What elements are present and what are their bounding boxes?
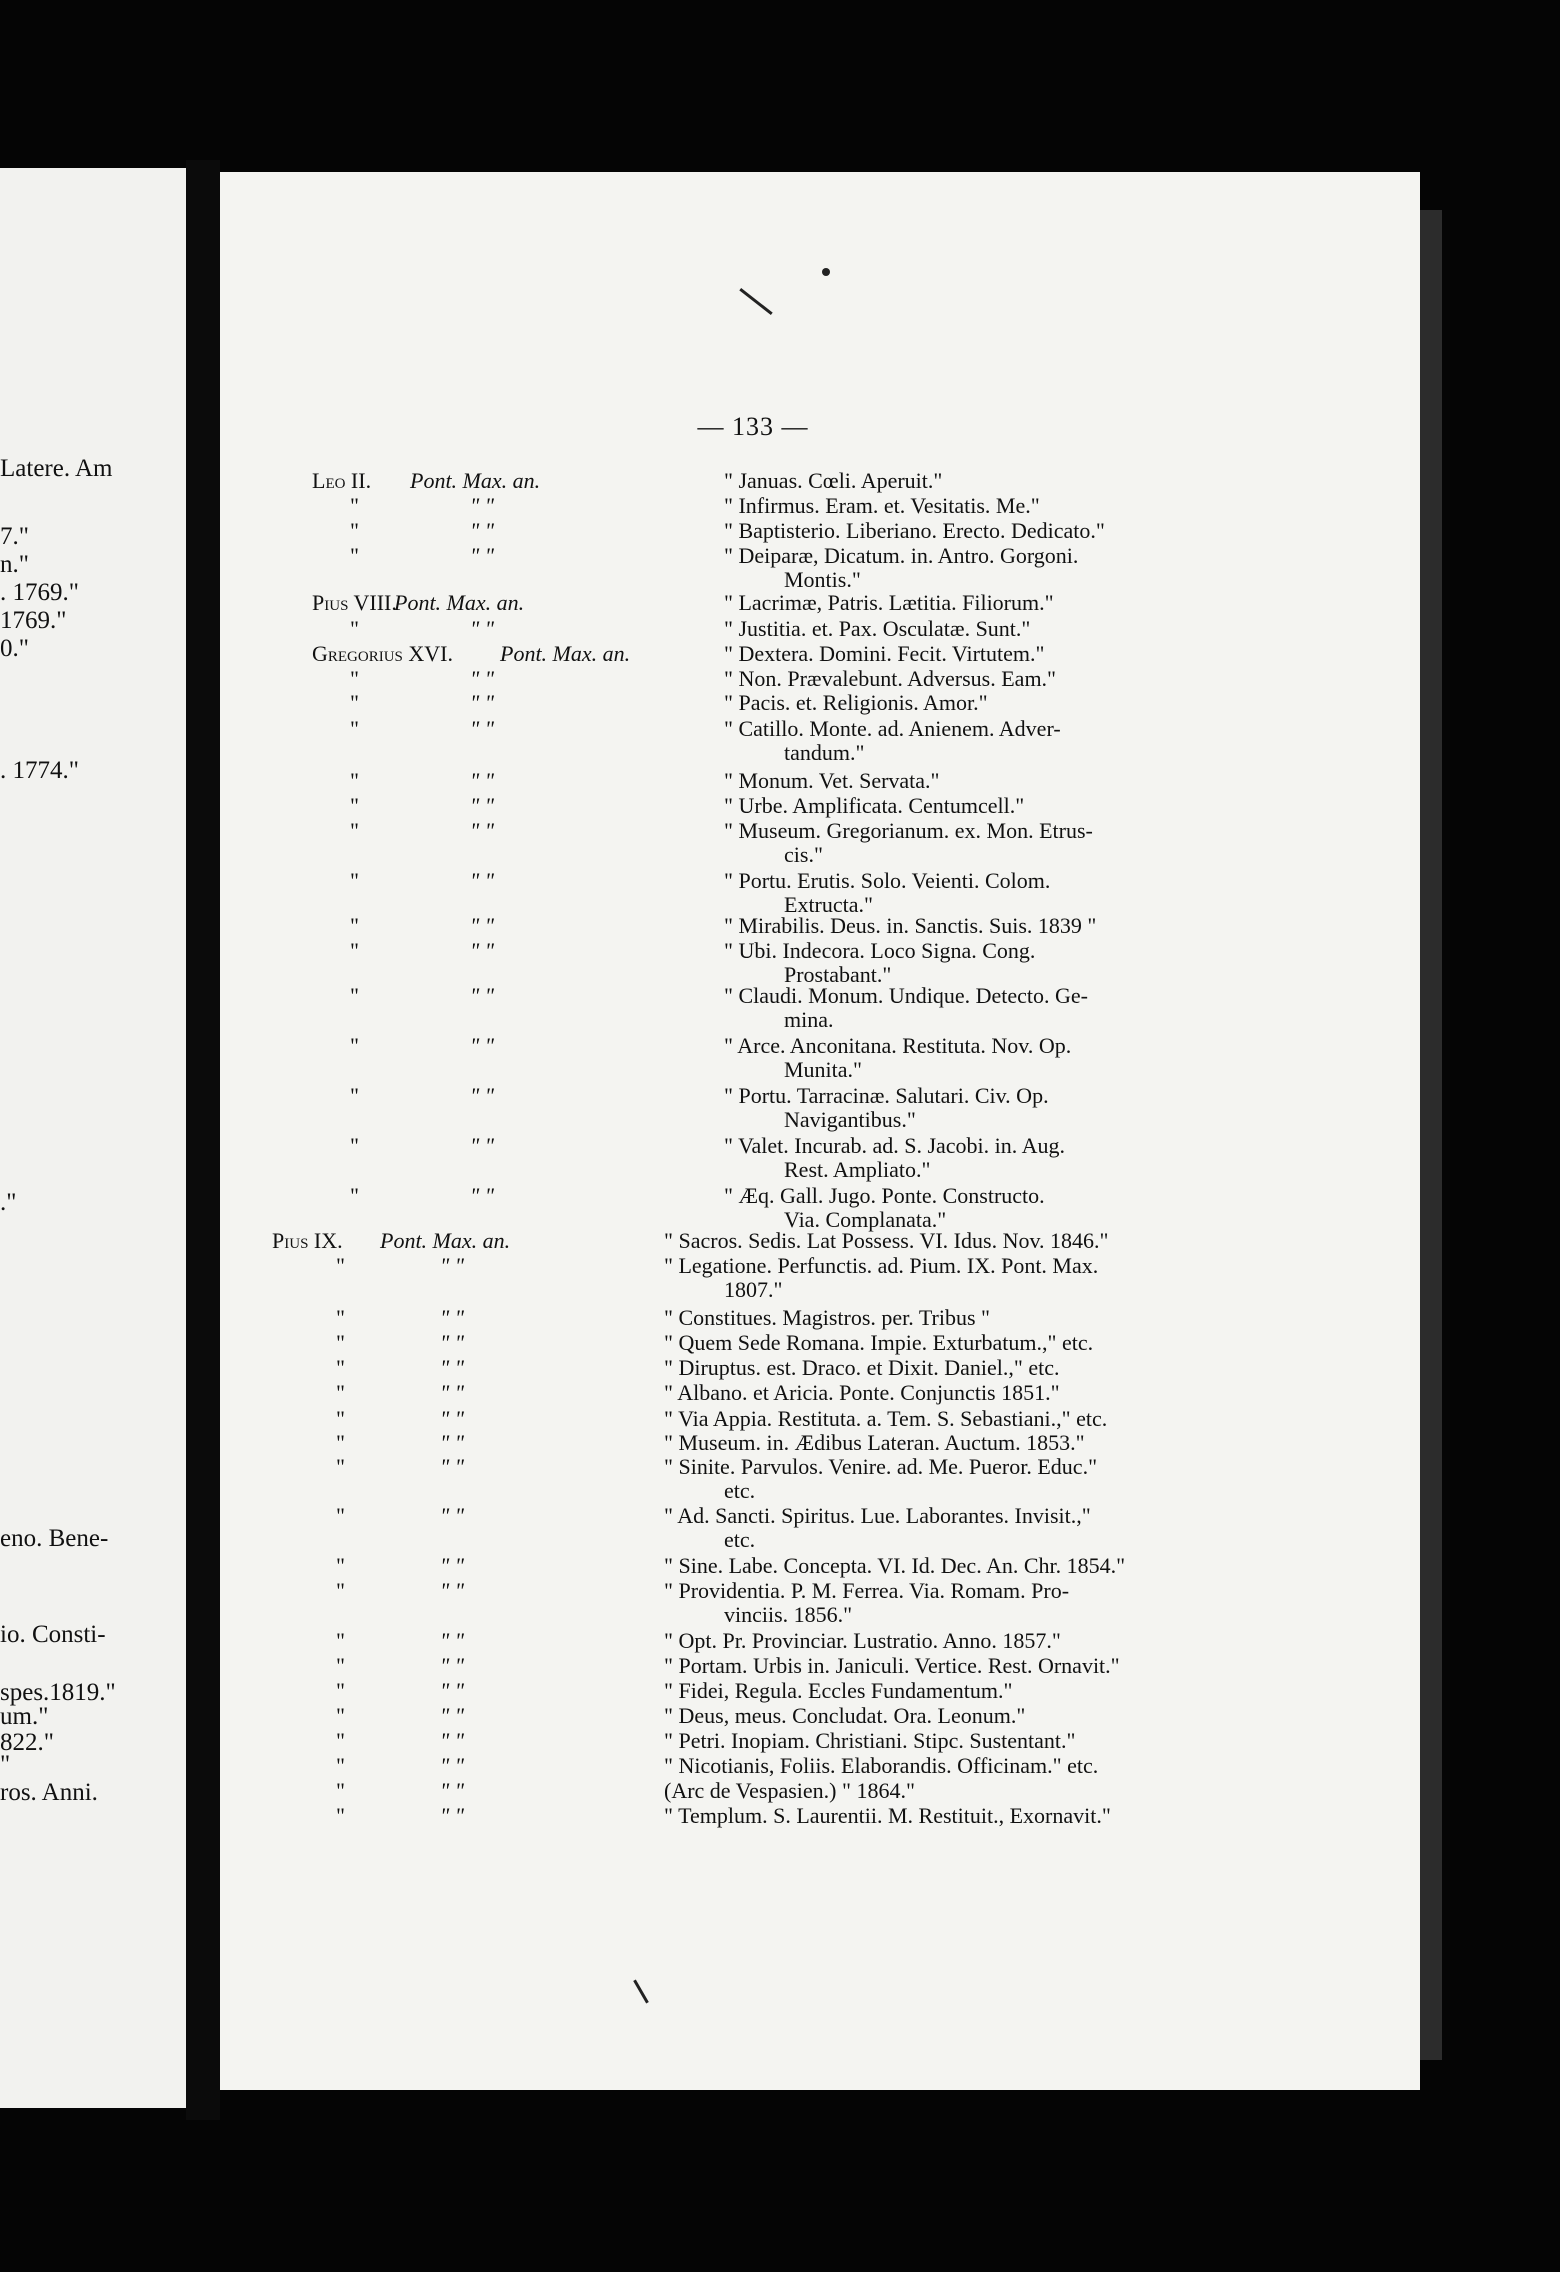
pope-title: " " <box>440 1454 464 1479</box>
left-page-text: 1769." <box>0 607 67 634</box>
pope-title: " " <box>440 1628 464 1653</box>
inscription-text: " Portu. Tarracinæ. Salutari. Civ. Op. <box>724 1083 1049 1108</box>
ink-mark <box>822 268 830 276</box>
inscription-text: " Legatione. Perfunctis. ad. Pium. IX. Pont. Max. <box>664 1253 1099 1278</box>
pope-title: " " <box>470 518 494 543</box>
inscription-text: " Arce. Anconitana. Restituta. Nov. Op. <box>724 1033 1072 1058</box>
pope-name: " <box>350 518 359 543</box>
pope-title: Pont. Max. an. <box>380 1228 511 1253</box>
pope-name: " <box>350 666 359 691</box>
left-page-text: io. Consti- <box>0 1621 106 1648</box>
pope-title: " " <box>470 938 494 963</box>
pope-name: " <box>336 1406 345 1431</box>
pope-title: " " <box>440 1703 464 1728</box>
pope-name: " <box>350 913 359 938</box>
pope-title: " " <box>470 768 494 793</box>
pope-title: " " <box>470 1133 494 1158</box>
inscription-text: " Sine. Labe. Concepta. VI. Id. Dec. An. Chr. 1854." <box>664 1553 1126 1578</box>
inscription-continuation: tandum." <box>784 740 865 765</box>
left-page-text: Latere. Am <box>0 455 113 482</box>
inscription-text: (Arc de Vespasien.) " 1864." <box>664 1778 915 1803</box>
pope-title: " " <box>440 1803 464 1828</box>
left-page-text: . 1774." <box>0 757 79 784</box>
pope-title: Pont. Max. an. <box>500 641 631 666</box>
pope-name: " <box>350 938 359 963</box>
inscription-text: " Diruptus. est. Draco. et Dixit. Daniel.," etc. <box>664 1355 1060 1380</box>
pope-name: " <box>336 1728 345 1753</box>
left-page-text: 0." <box>0 635 29 662</box>
inscription-text: " Ubi. Indecora. Loco Signa. Cong. <box>724 938 1036 963</box>
inscription-text: " Nicotianis, Foliis. Elaborandis. Officinam." etc. <box>664 1753 1099 1778</box>
inscription-text: " Lacrimæ, Patris. Lætitia. Filiorum." <box>724 590 1054 615</box>
pope-title: " " <box>470 1033 494 1058</box>
pope-name: " <box>350 983 359 1008</box>
pope-name: " <box>336 1380 345 1405</box>
pope-name: " <box>336 1355 345 1380</box>
inscription-text: " Museum. Gregorianum. ex. Mon. Etrus- <box>724 818 1093 843</box>
pope-name: " <box>350 793 359 818</box>
inscription-text: " Petri. Inopiam. Christiani. Stipc. Sustentant." <box>664 1728 1076 1753</box>
inscription-text: " Infirmus. Eram. et. Vesitatis. Me." <box>724 493 1040 518</box>
pope-title: " " <box>440 1430 464 1455</box>
pope-name: " <box>336 1778 345 1803</box>
inscription-continuation: Prostabant." <box>784 962 892 987</box>
inscription-text: " Opt. Pr. Provinciar. Lustratio. Anno. 1857." <box>664 1628 1061 1653</box>
inscription-continuation: Navigantibus." <box>784 1107 916 1132</box>
left-page-text: . 1769." <box>0 579 79 606</box>
pope-title: Pont. Max. an. <box>410 468 541 493</box>
pope-name: " <box>350 1133 359 1158</box>
pope-name: " <box>350 493 359 518</box>
inscription-text: " Justitia. et. Pax. Osculatæ. Sunt." <box>724 616 1031 641</box>
inscription-text: " Portam. Urbis in. Janiculi. Vertice. Rest. Ornavit." <box>664 1653 1120 1678</box>
inscription-continuation: Munita." <box>784 1057 863 1082</box>
pope-title: " " <box>470 983 494 1008</box>
inscription-text: " Sinite. Parvulos. Venire. ad. Me. Pueror. Educ." <box>664 1454 1098 1479</box>
inscription-text: " Monum. Vet. Servata." <box>724 768 940 793</box>
pope-name: " <box>336 1653 345 1678</box>
pope-name: " <box>350 1183 359 1208</box>
pope-title: " " <box>440 1406 464 1431</box>
inscription-continuation: Rest. Ampliato." <box>784 1157 931 1182</box>
inscription-continuation: cis." <box>784 842 823 867</box>
left-page-text: eno. Bene- <box>0 1525 109 1552</box>
inscription-continuation: 1807." <box>724 1277 783 1302</box>
pope-name: " <box>336 1430 345 1455</box>
pope-name: " <box>350 716 359 741</box>
pope-title: " " <box>440 1778 464 1803</box>
inscription-text: " Constitues. Magistros. per. Tribus " <box>664 1305 991 1330</box>
pope-name: " <box>336 1753 345 1778</box>
left-page-text: um." <box>0 1703 49 1730</box>
inscription-text: " Dextera. Domini. Fecit. Virtutem." <box>724 641 1045 666</box>
pope-name: " <box>350 690 359 715</box>
inscription-text: " Via Appia. Restituta. a. Tem. S. Sebastiani.," etc. <box>664 1406 1108 1431</box>
pope-title: " " <box>470 716 494 741</box>
pope-title: " " <box>470 818 494 843</box>
pope-title: " " <box>440 1753 464 1778</box>
pope-name: " <box>350 1033 359 1058</box>
left-page-text: 7." <box>0 523 29 550</box>
left-page-text: " <box>0 1751 11 1778</box>
pope-title: " " <box>470 690 494 715</box>
pope-name: " <box>350 616 359 641</box>
pope-title: " " <box>440 1380 464 1405</box>
left-page-fragment <box>0 168 186 2108</box>
pope-name: " <box>350 818 359 843</box>
pope-name: " <box>336 1454 345 1479</box>
pope-title: " " <box>440 1553 464 1578</box>
pope-name: Pius IX. <box>272 1228 343 1253</box>
inscription-text: " Fidei, Regula. Eccles Fundamentum." <box>664 1678 1013 1703</box>
inscription-continuation: mina. <box>784 1007 834 1032</box>
page-number: — 133 — <box>697 412 809 441</box>
inscription-text: " Non. Prævalebunt. Adversus. Eam." <box>724 666 1057 691</box>
inscription-text: " Portu. Erutis. Solo. Veienti. Colom. <box>724 868 1051 893</box>
pope-title: " " <box>440 1578 464 1603</box>
pope-title: " " <box>470 1083 494 1108</box>
inscription-text: " Claudi. Monum. Undique. Detecto. Ge- <box>724 983 1088 1008</box>
inscription-text: " Æq. Gall. Jugo. Ponte. Constructo. <box>724 1183 1045 1208</box>
pope-title: " " <box>470 868 494 893</box>
pope-title: " " <box>440 1330 464 1355</box>
pope-name: " <box>336 1678 345 1703</box>
pope-name: " <box>350 543 359 568</box>
inscription-text: " Januas. Cœli. Aperuit." <box>724 468 943 493</box>
book-gutter <box>186 160 220 2120</box>
pope-name: " <box>350 768 359 793</box>
pope-name: " <box>336 1578 345 1603</box>
pope-name: " <box>336 1803 345 1828</box>
inscription-continuation: Via. Complanata." <box>784 1207 947 1232</box>
left-page-text: ." <box>0 1189 17 1216</box>
inscription-text: " Sacros. Sedis. Lat Possess. VI. Idus. Nov. 1846." <box>664 1228 1109 1253</box>
inscription-text: " Ad. Sancti. Spiritus. Lue. Laborantes. Invisit.," <box>664 1503 1091 1528</box>
pope-title: " " <box>470 493 494 518</box>
pope-title: " " <box>440 1678 464 1703</box>
left-page-text: spes.1819." <box>0 1679 116 1706</box>
inscription-text: " Deiparæ, Dicatum. in. Antro. Gorgoni. <box>724 543 1079 568</box>
inscription-text: " Quem Sede Romana. Impie. Exturbatum.," etc. <box>664 1330 1094 1355</box>
pope-name: " <box>350 868 359 893</box>
pope-name: Leo II. <box>312 468 372 493</box>
left-page-text: 822." <box>0 1729 54 1756</box>
pope-name: " <box>336 1305 345 1330</box>
inscription-continuation: Montis." <box>784 567 861 592</box>
pope-name: Gregorius XVI. <box>312 641 453 666</box>
pope-name: Pius VIII. <box>312 590 397 615</box>
inscription-text: " Templum. S. Laurentii. M. Restituit., Exornavit." <box>664 1803 1111 1828</box>
inscription-text: " Pacis. et. Religionis. Amor." <box>724 690 988 715</box>
inscription-text: " Catillo. Monte. ad. Anienem. Adver- <box>724 716 1061 741</box>
pope-title: " " <box>440 1253 464 1278</box>
pope-title: " " <box>470 616 494 641</box>
pope-title: " " <box>440 1728 464 1753</box>
inscription-continuation: Extructa." <box>784 892 873 917</box>
inscription-text: " Baptisterio. Liberiano. Erecto. Dedicato." <box>724 518 1105 543</box>
pope-title: " " <box>440 1503 464 1528</box>
inscription-text: " Deus, meus. Concludat. Ora. Leonum." <box>664 1703 1026 1728</box>
inscription-text: " Museum. in. Ædibus Lateran. Auctum. 1853." <box>664 1430 1085 1455</box>
inscription-text: " Mirabilis. Deus. in. Sanctis. Suis. 1839 " <box>724 913 1097 938</box>
inscription-text: " Urbe. Amplificata. Centumcell." <box>724 793 1025 818</box>
pope-name: " <box>336 1503 345 1528</box>
pope-title: " " <box>440 1305 464 1330</box>
pope-name: " <box>336 1253 345 1278</box>
pope-title: " " <box>470 793 494 818</box>
left-page-text: ros. Anni. <box>0 1779 98 1806</box>
pope-name: " <box>336 1330 345 1355</box>
pope-title: " " <box>470 666 494 691</box>
pope-title: Pont. Max. an. <box>394 590 525 615</box>
inscription-continuation: etc. <box>724 1478 756 1503</box>
pope-title: " " <box>440 1355 464 1380</box>
inscription-continuation: etc. <box>724 1527 756 1552</box>
inscription-text: " Valet. Incurab. ad. S. Jacobi. in. Aug. <box>724 1133 1065 1158</box>
inscription-text: " Albano. et Aricia. Ponte. Conjunctis 1851." <box>664 1380 1060 1405</box>
page-edge <box>1420 210 1442 2060</box>
inscription-text: " Providentia. P. M. Ferrea. Via. Romam. Pro- <box>664 1578 1070 1603</box>
inscription-continuation: vinciis. 1856." <box>724 1602 853 1627</box>
pope-title: " " <box>470 1183 494 1208</box>
pope-title: " " <box>470 543 494 568</box>
pope-title: " " <box>470 913 494 938</box>
pope-title: " " <box>440 1653 464 1678</box>
left-page-text: n." <box>0 551 29 578</box>
pope-name: " <box>336 1628 345 1653</box>
pope-name: " <box>336 1553 345 1578</box>
pope-name: " <box>350 1083 359 1108</box>
pope-name: " <box>336 1703 345 1728</box>
